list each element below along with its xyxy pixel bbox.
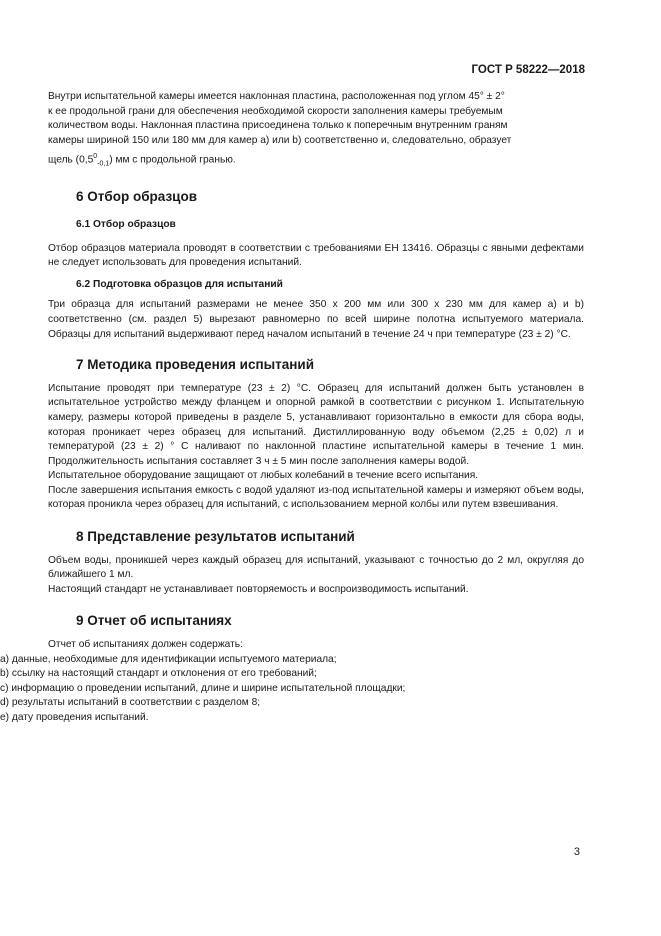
section-9-intro: Отчет об испытаниях должен содержать: bbox=[48, 639, 243, 651]
section-6-1-text: Отбор образцов материала проводят в соответствии с требованиями ЕН 13416. Образцы с явными дефектами не следует использовать для проведения испытаний. bbox=[48, 242, 584, 269]
list-item: a) данные, необходимые для идентификации испытуемого материала; bbox=[0, 653, 337, 665]
intro-paragraph bbox=[48, 90, 584, 172]
intro-line: камеры шириной 150 или 180 мм для камер a) или b) соответственно и, следовательно, образует bbox=[48, 134, 512, 146]
gap-sup: 0 bbox=[93, 153, 98, 161]
intro-line: количеством воды. Наклонная пластина присоединена только к поперечным внутренним граням bbox=[48, 120, 508, 132]
section-7-title: 7 Методика проведения испытаний bbox=[76, 357, 315, 373]
section-6-title: 6 Отбор образцов bbox=[76, 189, 198, 205]
section-8-p2: Настоящий стандарт не устанавливает повторяемость и воспроизводимость испытаний. bbox=[48, 583, 469, 595]
section-6-1-title: 6.1 Отбор образцов bbox=[76, 218, 176, 230]
intro-line: к ее продольной грани для обеспечения необходимой скорости заполнения камеры требуемым bbox=[48, 105, 503, 117]
gap-suffix: ) мм с продольной гранью. bbox=[109, 154, 236, 166]
report-items-list bbox=[0, 653, 584, 726]
page-number: 3 bbox=[573, 846, 580, 858]
section-7-p3: После завершения испытания емкость с водой удаляют из-под испытательной камеры и измеряют объем воды, которая проникла через образец для испытаний, с использованием мерной колбы или путем взвешивания. bbox=[48, 484, 584, 511]
page-content bbox=[0, 90, 584, 726]
gap-sub: -0,1 bbox=[97, 160, 110, 168]
section-8-title: 8 Представление результатов испытаний bbox=[76, 529, 355, 545]
list-item: e) дату проведения испытаний. bbox=[0, 712, 149, 724]
section-9-title: 9 Отчет об испытаниях bbox=[76, 613, 232, 629]
gap-prefix: щель ( bbox=[48, 154, 80, 166]
section-6-2-text: Три образца для испытаний размерами не менее 350 x 200 мм или 300 x 230 мм для камер a) и b) соответственно (см. раздел 5) вырезают равномерно по всей ширине полотна испытуемого материала. Образцы для испытаний выдерживают перед началом испытаний в течение 24 ч при температуре (23 ± 2) °С. bbox=[48, 299, 584, 340]
section-8-p1: Объем воды, проникшей через каждый образец для испытаний, указывают с точностью до 2 мл, округляя до ближайшего 1 мл. bbox=[48, 554, 584, 581]
gap-value: 0,5 bbox=[79, 154, 94, 166]
section-7-p1: Испытание проводят при температуре (23 ± 2) °С. Образец для испытаний должен быть установлен в испытательное устройство между фланцем и опорной рамкой в соответствии с рисунком 1. Испытательную камеру, размеры которой приведены в разделе 5, устанавливают горизонтально в емкости для сбора воды, которая проникает через образец для испытаний. Дистиллированную воду объемом (2,25 ± 0,02) л и температурой (23 ± 2) ° С наливают по наклонной пластине испытательной камеры в течение 1 мин. Продолжительность испытания составляет 3 ч ± 5 мин после заполнения камеры водой. bbox=[48, 382, 584, 467]
list-item: b) ссылку на настоящий стандарт и отклонения от его требований; bbox=[0, 668, 317, 680]
intro-line: Внутри испытательной камеры имеется наклонная пластина, расположенная под углом 45° ± 2° bbox=[48, 91, 505, 102]
list-item: c) информацию о проведении испытаний, длине и ширине испытательной площадки; bbox=[0, 682, 406, 694]
list-item: d) результаты испытаний в соответствии с разделом 8; bbox=[0, 697, 261, 709]
section-7-p2: Испытательное оборудование защищают от любых колебаний в течение всего испытания. bbox=[48, 470, 479, 482]
section-6-2-title: 6.2 Подготовка образцов для испытаний bbox=[76, 278, 283, 290]
intro-gap-line bbox=[48, 150, 584, 172]
document-header: ГОСТ Р 58222—2018 bbox=[471, 64, 585, 76]
